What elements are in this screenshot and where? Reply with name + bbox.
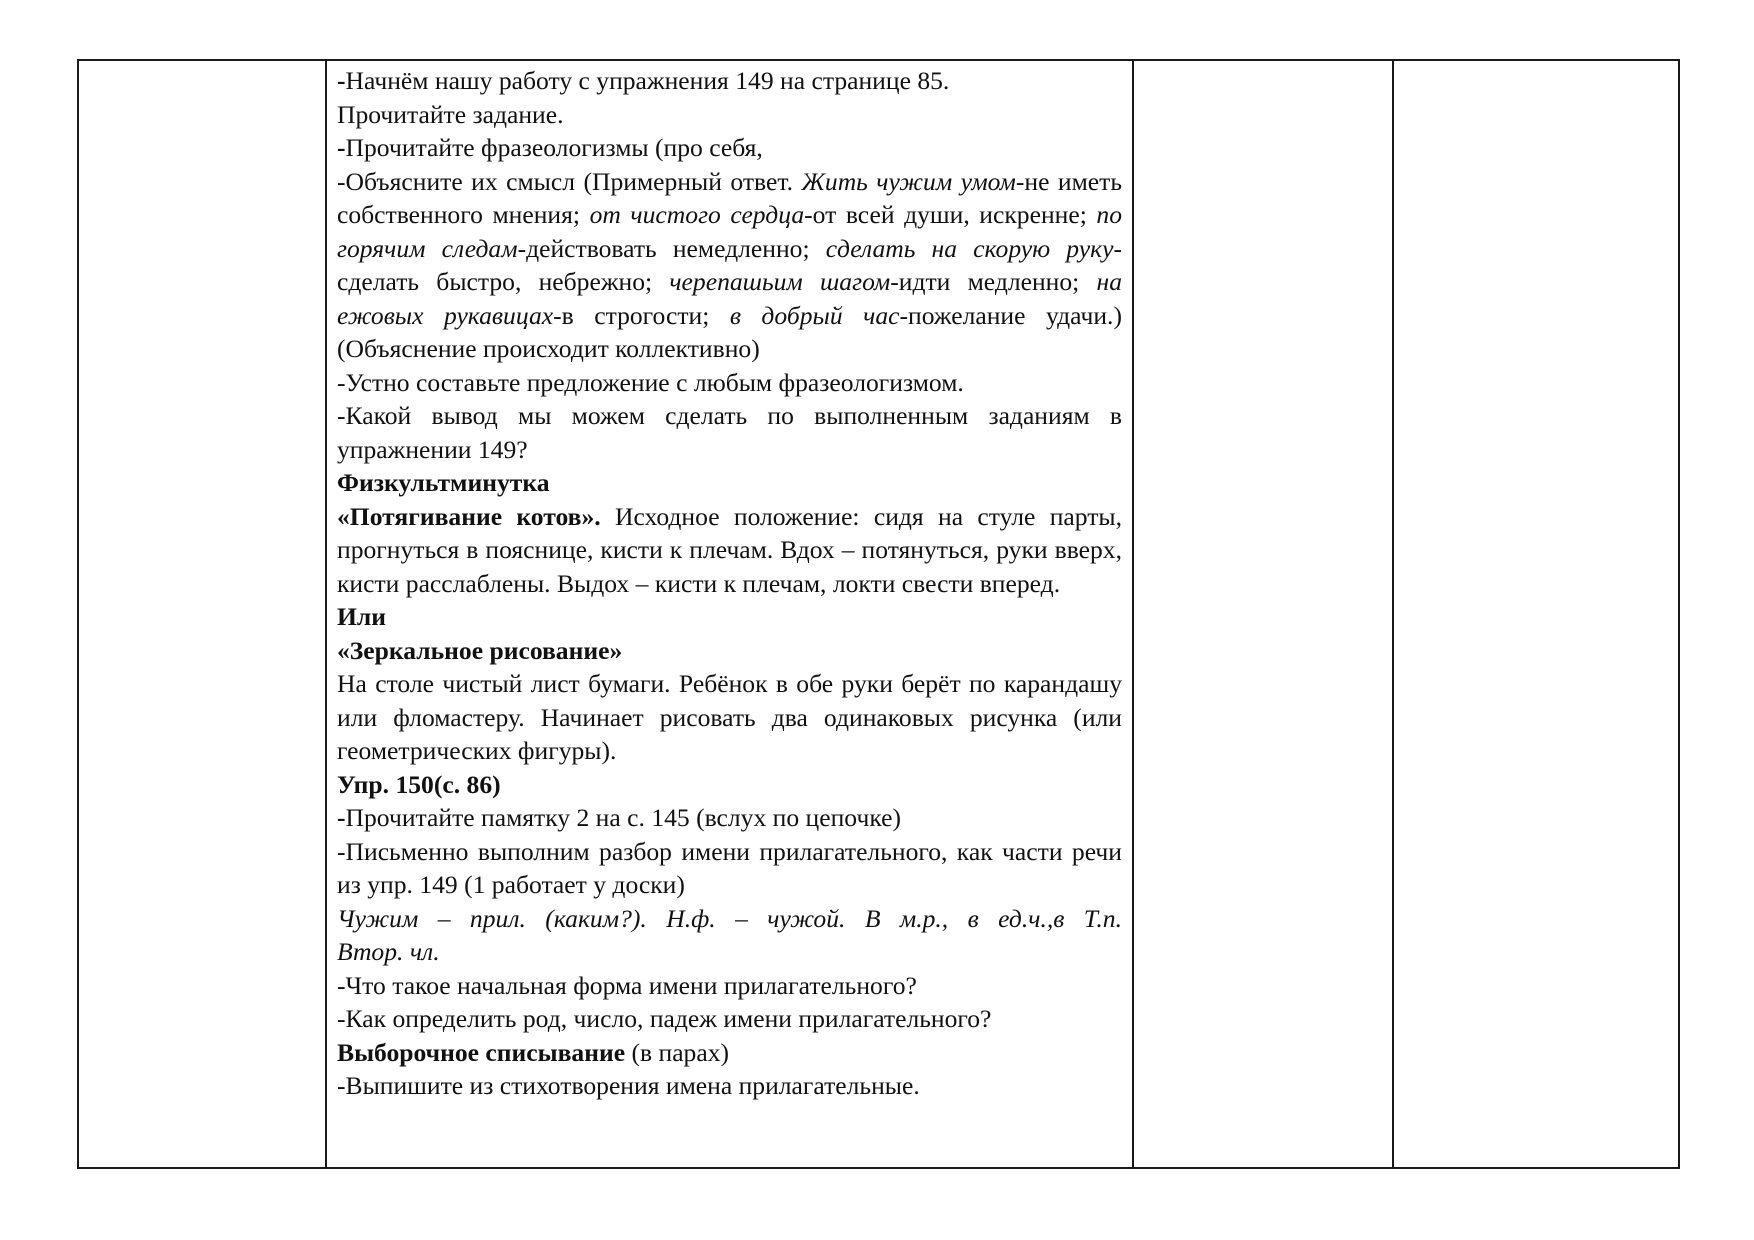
physical-break-heading: Физкультминутка [337,468,550,497]
analysis-example-line-1: Чужим – прил. (каким?). Н.ф. – чужой. В м.р., в ед.ч.,в Т.п. [337,903,1122,933]
phraseologism-6: на ежовых рукавицах [337,267,1122,330]
intro-line-2: Прочитайте задание. [337,99,564,129]
phraseologism-5: черепашьим шагом [669,267,891,296]
read-phraseologisms [337,131,1122,165]
intro-text-1: Начнём нашу работу с упражнения 149 на странице 85. [345,66,950,95]
read-phraseologisms-dash: - [337,133,346,162]
meaning-5: -идти медленно; [890,267,1097,296]
outcomes-cell [1393,60,1679,1168]
meaning-2: -от всей души, искренне; [804,200,1097,229]
stretch-exercise [337,500,1122,601]
intro-dash: - [337,66,346,95]
compose-sentence: -Устно составьте предложение с любым фразеологизмом. [337,367,964,397]
stage-cell [78,60,326,1168]
write-out-adjectives: -Выпишите из стихотворения имена прилагательные. [337,1071,920,1100]
exercise-150-heading: Упр. 150(с. 86) [337,769,501,799]
meaning-7: -пожелание удачи.) (Объяснение происходит коллективно) [337,300,1122,363]
read-phraseologisms-text: Прочитайте фразеологизмы (про себя, [345,133,763,162]
meaning-4: -сделать быстро, небрежно; [337,233,1122,296]
activity-content [327,61,1132,1103]
meaning-3: -действовать немедленно; [517,233,826,263]
conclusion-question: -Какой вывод мы можем сделать по выполненным заданиям в упражнении 149? [337,401,1122,464]
selective-copying-note: (в парах) [625,1037,730,1067]
written-analysis: -Письменно выполним разбор имени прилагательного, как части речи из упр. 149 (1 работает у доски) [337,836,1122,899]
phraseologism-1: Жить чужим умом [801,166,1016,196]
phraseologism-4: сделать на скорую руку [825,233,1114,263]
mirror-drawing-text: На столе чистый лист бумаги. Ребёнок в обе руки берёт по карандашу или фломастеру. Начинает рисовать два одинаковых рисунка (или геометрических фигуры). [337,669,1122,765]
phraseologism-3: по горячим следам [337,200,1122,263]
explain-meaning-paragraph [337,165,1122,366]
meaning-6: -в строгости; [553,300,730,330]
lesson-plan-table [77,59,1680,1169]
read-memo-dash: - [337,803,346,832]
teacher-activity-cell [326,60,1133,1168]
meaning-1: -не иметь собственного мнения; [337,166,1122,229]
read-memo-text: Прочитайте памятку 2 на с. 145 (вслух по цепочке) [345,803,901,832]
or-label: Или [337,602,387,631]
table-row [78,60,1679,1168]
selective-copying [337,1036,1122,1070]
student-activity-cell [1133,60,1393,1168]
mirror-drawing-title: «Зеркальное рисование» [337,635,623,665]
phraseologism-7: в добрый час [729,300,900,330]
initial-form-question: -Что такое начальная форма имени прилагательного? [337,970,917,1000]
stretch-exercise-title: «Потягивание котов». [337,501,601,531]
stretch-exercise-text: Исходное положение: сидя на стуле парты, прогнуться в пояснице, кисти к плечам. Вдох – потянуться, руки вверх, кисти расслаблены. Выдох – кисти к плечам, локти свести вперед. [337,501,1122,598]
intro-line-1 [337,64,1122,98]
selective-copying-title: Выборочное списывание [337,1037,626,1067]
explain-intro: -Объясните их смысл (Примерный ответ. [337,166,802,196]
gender-number-case-question: -Как определить род, число, падеж имени прилагательного? [337,1004,992,1033]
analysis-example-line-2: Втор. чл. [337,937,440,966]
read-memo [337,801,1122,835]
phraseologism-2: от чистого сердца [589,200,805,229]
